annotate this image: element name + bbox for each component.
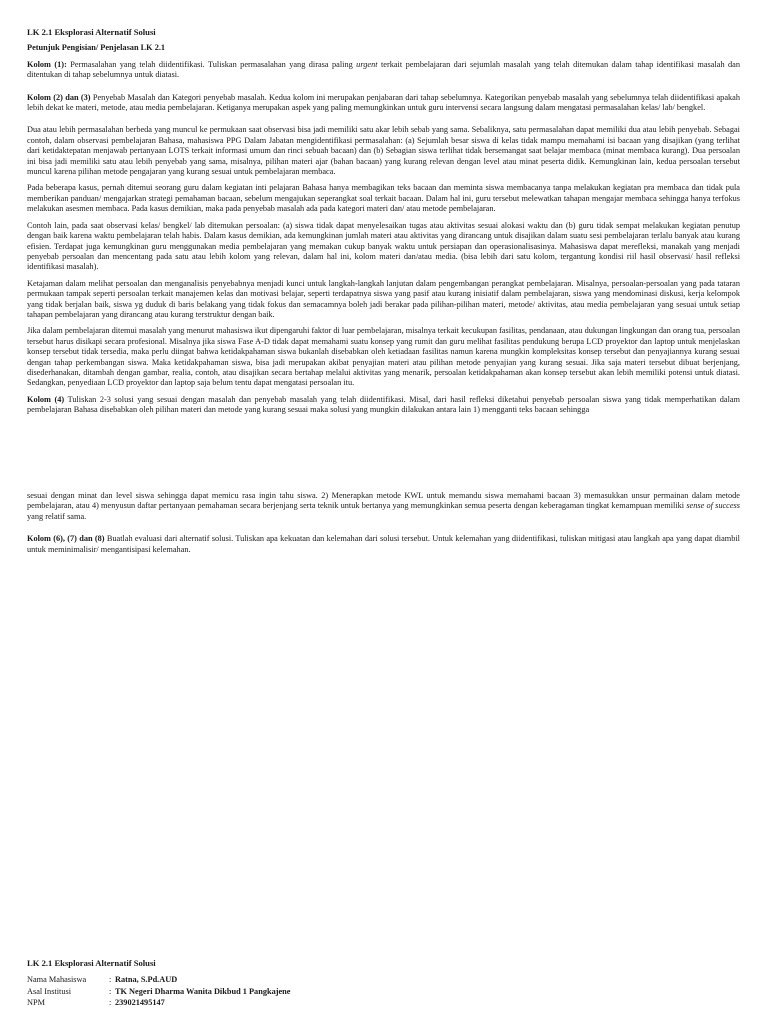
kolom-4-text-a: Tuliskan 2-3 solusi yang sesuai dengan masalah dan penyebab masalah yang telah diidentifikasi. Misal, dari hasil refleksi diketahui penyebab persoalan siswa yang tidak memperhatikan dalam pembelajaran Bahasa disebabkan oleh pilihan materi dan metode yang kurang sesuai maka solusi yang mungkin dilakukan antara lain 1) mengganti teks bacaan sehingga — [27, 394, 741, 415]
kolom-2-3-paragraph — [27, 93, 740, 114]
instructions-subtitle: Petunjuk Pengisian/ Penjelasan LK 2.1 — [27, 43, 166, 53]
identity-colon-npm: : — [109, 998, 112, 1008]
paragraph-2: Pada beberapa kasus, pernah ditemui seorang guru dalam kegiatan inti pelajaran Bahasa hanya membagikan teks bacaan dan meminta siswa membacanya tanpa melakukan kegiatan pra membaca dan tidak pula memberikan panduan/ mengajarkan strategi pemahaman bacaan, sebelum mengajukan seperangkat soal terkait bacaan. Dalam hal ini, guru tersebut melewatkan tahapan mengajar membaca sehingga hanya terfokus melakukan asesmen membaca. Pada kasus demikian, maka pada penyebab masalah ada pada kategori materi dan/ atau metode pembelajaran. — [27, 183, 740, 214]
kolom-4-text-b: sesuai dengan minat dan level siswa sehingga dapat memicu rasa ingin tahu siswa. 2) Menerapkan metode KWL untuk memandu siswa memahami bacaan 3) memasukkan unsur permainan dalam metode pembelajaran, atau 4) menyusun daftar pertanyaan pemahaman secara berjenjang serta teknik untuk bertanya yang memungkinkan semua peserta dengan keberagaman tingkat kemampuan memiliki — [27, 491, 740, 511]
paragraph-4: Ketajaman dalam melihat persoalan dan menganalisis penyebabnya menjadi kunci untuk langkah-langkah lanjutan dalam pengembangan perangkat pembelajaran. Misalnya, persoalan-persoalan yang pada tataran permukaan tampak seperti persoalan terkait manajemen kelas dan motivasi belajar, seperti terdapatnya siswa yang pasif atau kurang inisiatif dalam pembelajaran, siswa yang mendominasi diskusi, kerja kelompok yang tidak berjalan baik, siswa yg duduk di baris belakang yang tidak fokus dan semacamnya boleh jadi berakar pada pilihan-pilihan materi, metode/ aktivitas, atau media pembelajaran yang sesuai untuk setiap tahapan pembelajaran yang dirancang atau kurang terstruktur dengan baik. — [27, 278, 740, 319]
identity-value-npm: 239021495147 — [115, 998, 165, 1008]
kolom-1-text-a: Permasalahan yang telah diidentifikasi. Tuliskan permasalahan yang dirasa paling — [66, 59, 357, 69]
paragraph-3: Contoh lain, pada saat observasi kelas/ bengkel/ lab ditemukan persoalan: (a) siswa tidak dapat menyelesaikan tugas atau aktivitas sesuai alokasi waktu dan (b) guru tidak sempat melakukan kegiatan penutup dengan baik karena waktu pembelajaran telah habis. Dalam kasus demikian, ada kemungkinan jumlah materi atau aktivitas yang dirancang untuk disajikan dalam suatu sesi pembelajaran terlalu banyak atau kurang efisien. Terdapat juga kemungkinan guru menggunakan media pembelajaran yang memakan cukup banyak waktu untuk persiapan dan operasionalisasinya. Mahasiswa dapat merefleksi, manakah yang menjadi penyebab persoalan dan mencentang pada satu atau lebih kolom yang relevan, dalam hal ini, kolom materi dan/atau media. (bisa lebih dari satu kolom, tergantung kondisi riil hasil observasi/ hasil refleksi identifikasi masalah). — [27, 220, 740, 272]
kolom-1-urgent: urgent — [356, 59, 378, 69]
document-title: LK 2.1 Eksplorasi Alternatif Solusi — [27, 27, 156, 37]
kolom-4-text-c: yang relatif sama. — [27, 511, 87, 521]
identity-row-institution — [27, 986, 740, 997]
identity-row-name — [27, 974, 740, 985]
kolom-2-3-text: Penyebab Masalah dan Kategori penyebab masalah. Kedua kolom ini merupakan penjabaran dari tahap sebelumnya. Kategorikan penyebab masalah yang sebelumnya telah diidentifikasi apakah lebih dekat ke materi, metode, atau media pembelajaran. Ketiganya merupakan aspek yang paling memungkinkan untuk guru intervensi secara langsung dalam mengatasi permasalahan kelas/ lab/ bengkel. — [27, 92, 740, 113]
identity-label-institution: Asal Institusi — [27, 986, 72, 996]
kolom-4-paragraph-start — [27, 395, 740, 416]
kolom-6-7-8-label: Kolom (6), (7) dan (8) — [27, 534, 105, 544]
kolom-2-3-label: Kolom (2) dan (3) — [27, 92, 91, 102]
kolom-1-paragraph — [27, 60, 740, 81]
identity-section — [27, 958, 740, 1009]
kolom-4-sense-of-success: sense of success — [686, 501, 740, 511]
identity-label-npm: NPM — [27, 998, 45, 1008]
instructions-continued — [27, 491, 740, 561]
kolom-1-label: Kolom (1): — [27, 59, 67, 69]
paragraph-1: Dua atau lebih permasalahan berbeda yang muncul ke permukaan saat observasi bisa jadi memiliki satu akar lebih sebab yang sama. Sebaliknya, satu permasalahan dapat memiliki dua atau lebih penyebab. Sebagai contoh, dalam observasi pembelajaran Bahasa, mahasiswa PPG Dalam Jabatan mengidentifikasi permasalahan: (a) Sejumlah besar siswa di kelas tidak mampu memahami isi bacaan yang disajikan (yang terlihat dari ketidaktepatan menjawab pertanyaan LOTS terkait informasi umum dan rinci sebuah bacaan) dan (b) Sebagian siswa terlihat tidak bersemangat saat belajar membaca (minat membaca kurang). Dua persoalan ini bisa jadi memiliki satu atau lebih penyebab yang sama, misalnya, pilihan materi ajar (bahan bacaan) yang kurang relevan dengan level atau minat peserta didik. Kemungkinan lain, kedua persoalan tersebut muncul karena pilihan metode pengajaran yang kurang sesuai untuk pembelajaran membaca. — [27, 125, 740, 177]
kolom-6-7-8-paragraph — [27, 534, 740, 555]
identity-title: LK 2.1 Eksplorasi Alternatif Solusi — [27, 958, 156, 968]
instructions-section — [27, 27, 740, 422]
identity-value-name: Ratna, S.Pd.AUD — [115, 975, 178, 985]
identity-colon-institution: : — [109, 986, 112, 996]
kolom-4-paragraph-end — [27, 491, 740, 522]
paragraph-5: Jika dalam pembelajaran ditemui masalah yang menurut mahasiswa ikut dipengaruhi faktor di luar pembelajaran, misalnya terkait kecukupan fasilitas, pendanaan, atau dukungan lingkungan dan orang tua, persoalan tersebut harus disikapi secara profesional. Misalnya jika siswa Fase A-D tidak dapat memahami suatu konsep yang rumit dan guru melihat fasilitas pendukung berupa LCD proyektor dan laptop untuk menjelaskan konsep tersebut tidak tersedia, maka perlu diingat bahwa ketidakpahaman siswa bukanlah disebabkan oleh ketiadaan fasilitas namun karena mungkin kompleksitas konsep tersebut dan penyajiannya kurang sesuai dengan tahap perkembangan siswa. Maka ketidakpahaman siswa, bisa jadi merupakan akibat penyajian materi atau pilihan metode penyajian yang kurang sesuai. Jika saja materi tersebut dibuat berjenjang, disederhanakan, ditambah dengan gambar, realia, contoh, atau disajikan secara bertahap melalui aktivitas yang menarik, persoalan ketidakpahaman akan konsep tersebut akan lebih memiliki potensi untuk diatasi. Sedangkan, penyediaan LCD proyektor dan laptop saja belum tentu dapat mengatasi persoalan itu. — [27, 326, 740, 388]
kolom-4-label: Kolom (4) — [27, 394, 65, 404]
kolom-6-7-8-text: Buatlah evaluasi dari alternatif solusi. Tuliskan apa kekuatan dan kelemahan dari solusi tersebut. Untuk kelemahan yang diidentifikasi, tuliskan mitigasi atau langkah apa yang dapat diambil untuk meminimalisir/ mengantisipasi kelemahan. — [27, 534, 740, 554]
identity-label-name: Nama Mahasiswa — [27, 975, 87, 985]
identity-colon-name: : — [109, 975, 112, 985]
identity-value-institution: TK Negeri Dharma Wanita Dikbud 1 Pangkajene — [115, 986, 291, 996]
identity-row-npm — [27, 997, 740, 1008]
kolom-1-text-b: terkait pembelajaran dari sejumlah masalah yang telah ditemukan dalam tahap identifikasi masalah dan ditentukan di tahap sebelumnya untuk diatasi. — [27, 59, 740, 80]
